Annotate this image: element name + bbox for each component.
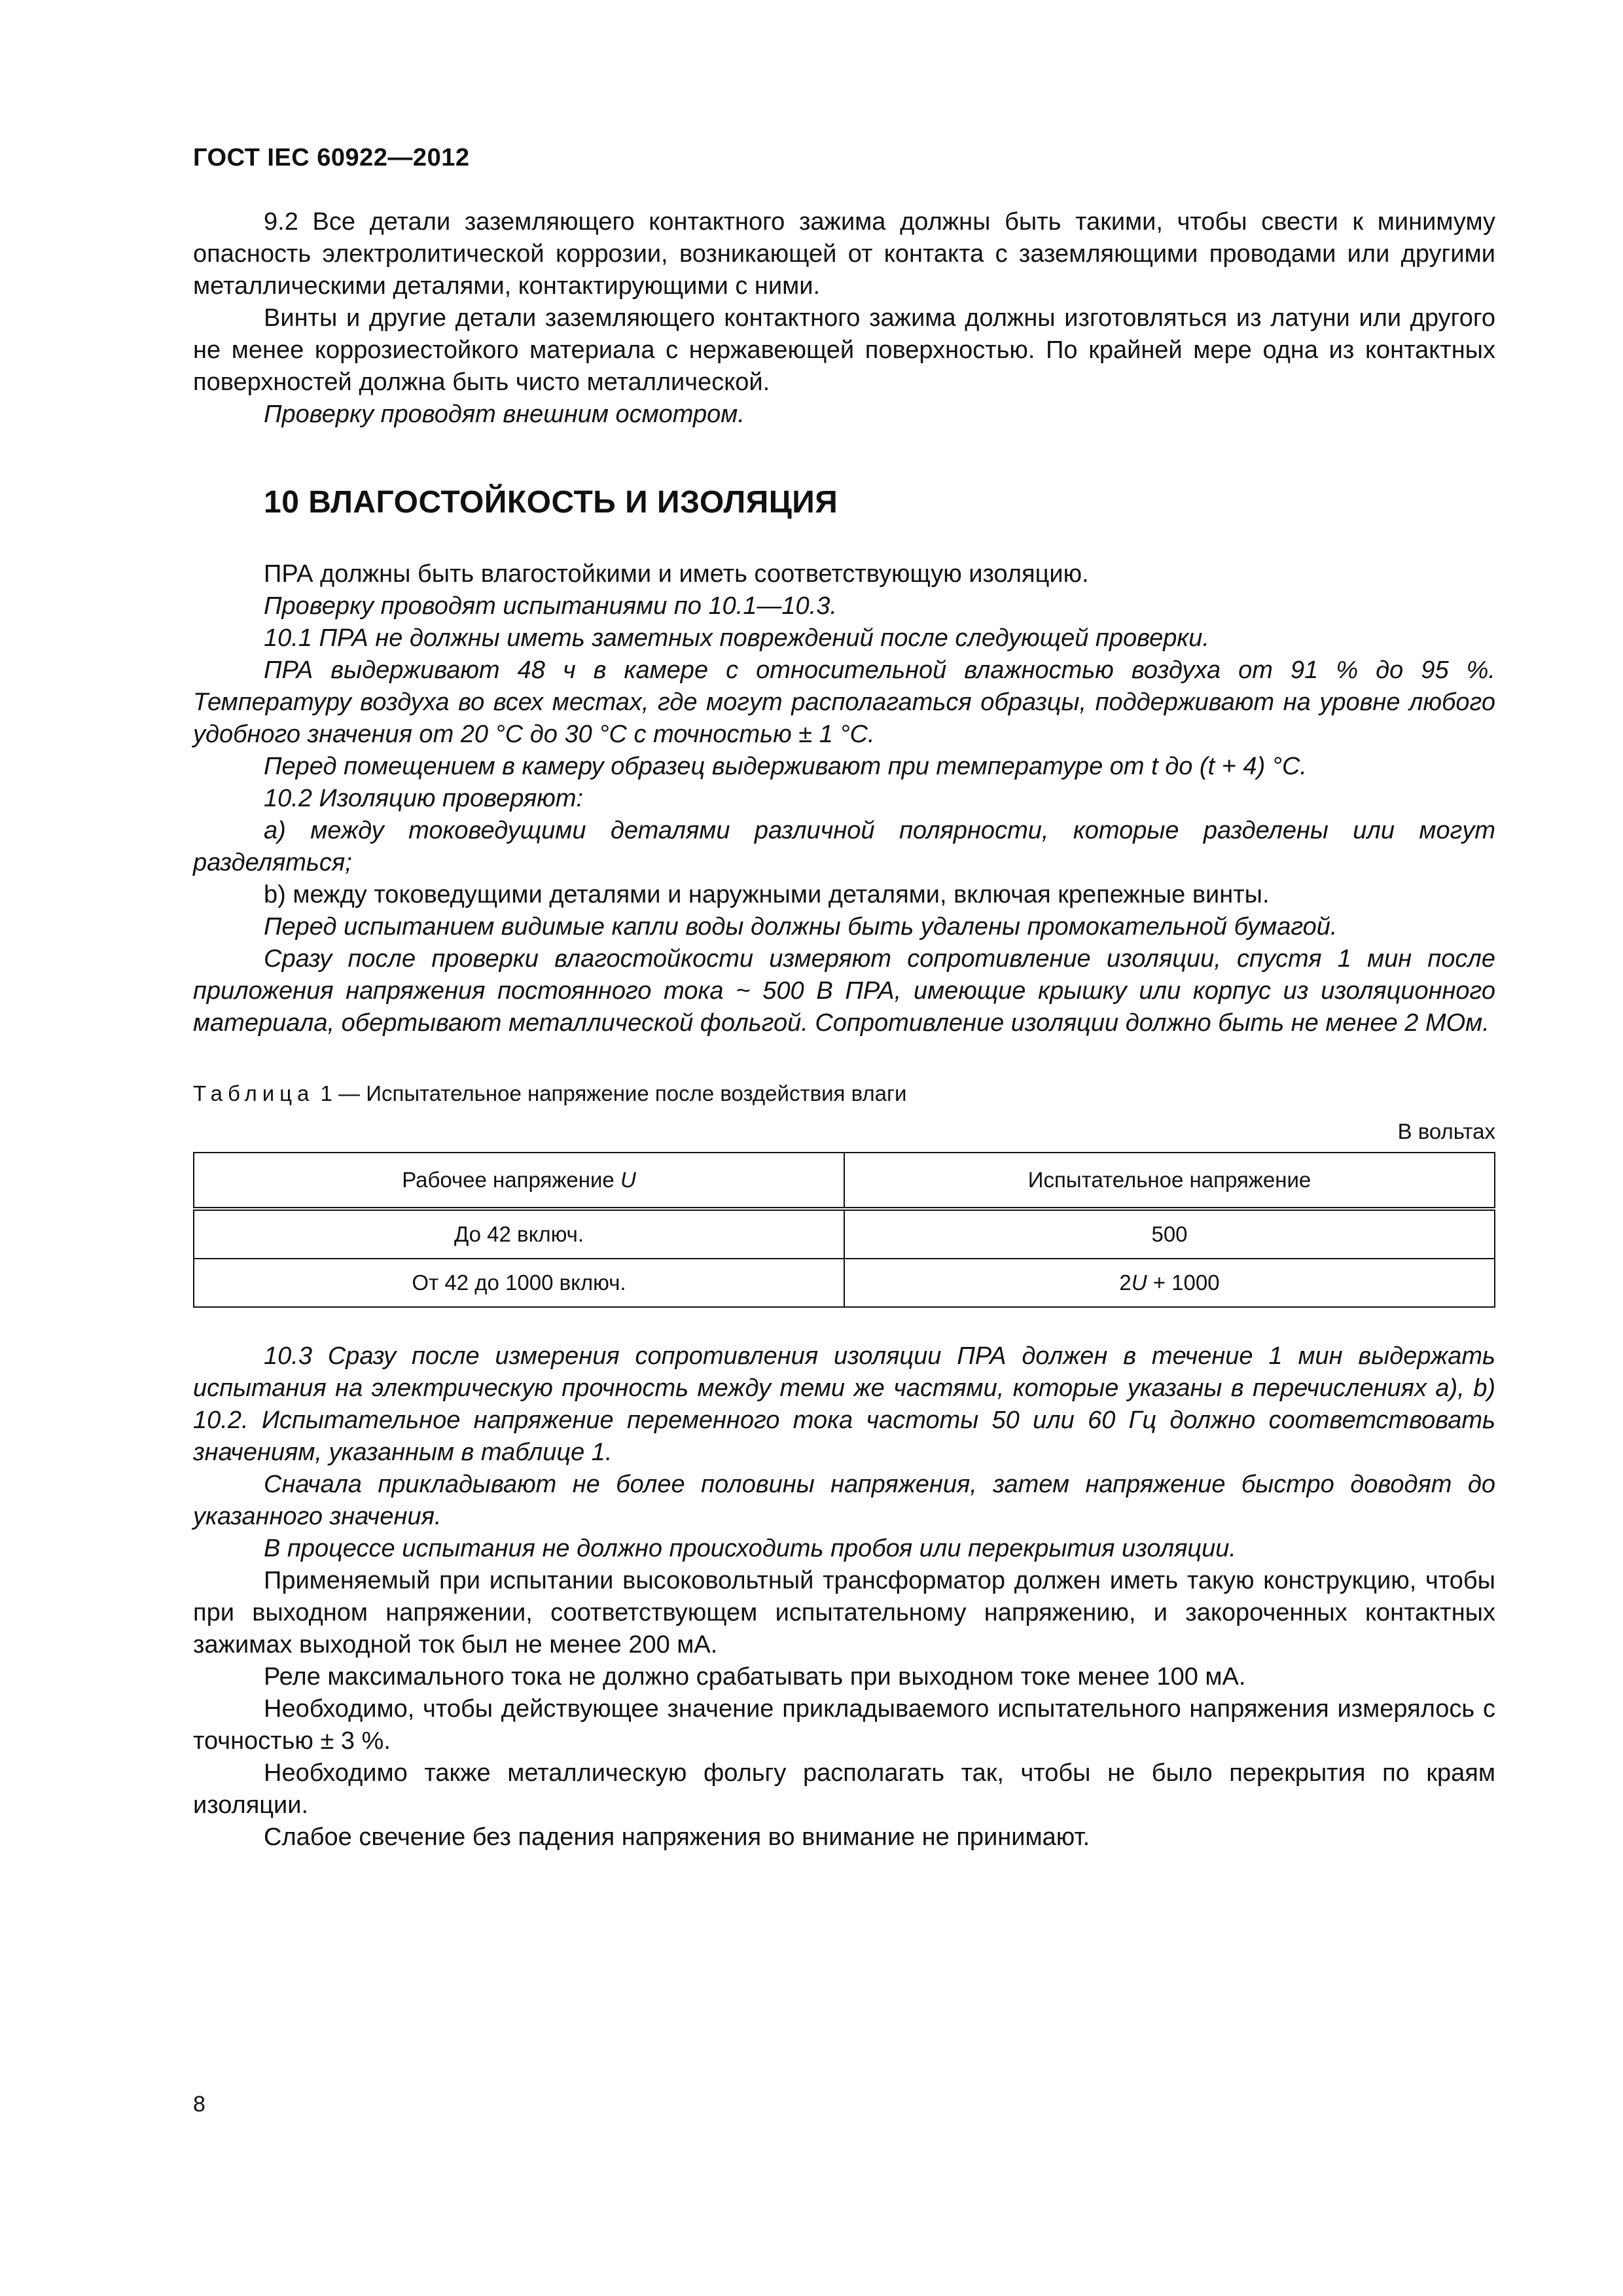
table-cell-test-voltage: 2U + 1000 [844, 1259, 1495, 1307]
table-caption-text: 1 — Испытательное напряжение после воздействия влаги [314, 1081, 907, 1105]
paragraph-transformer: Применяемый при испытании высоковольтный трансформатор должен иметь такую конструкцию, чтобы при выходном напряжении, соответствующем испытательному напряжению, и закороченных контактных зажимах выходной ток был не менее 200 мА. [193, 1567, 1495, 1659]
test-voltage-table [193, 1152, 1495, 1308]
paragraph-check-visual: Проверку проводят внешним осмотром. [264, 401, 745, 428]
table-unit: В вольтах [1397, 1119, 1495, 1143]
document-page [193, 144, 1495, 1854]
paragraph-screws: Винты и другие детали заземляющего контактного зажима должны изготовляться из латуни или другого не менее коррозиестойкого материала с нержавеющей поверхностью. По крайней мере одна из контактных поверхностей должна быть чисто металлической. [193, 304, 1495, 396]
paragraph-10-2: 10.2 Изоляцию проверяют: [264, 785, 584, 812]
column-header-working-voltage: Рабочее напряжение U [194, 1153, 844, 1209]
paragraph-10-3: 10.3 Сразу после измерения сопротивления изоляции ПРА должен в течение 1 мин выдержать испытания на электрическую прочность между теми же частями, которые указаны в перечислениях а), b) 10.2. Испытательное напряжение переменного тока частоты 50 или 60 Гц должно соответствовать значениям, указанным в таблице 1. [193, 1342, 1495, 1466]
paragraph-relay: Реле максимального тока не должно срабатывать при выходном токе менее 100 мА. [264, 1663, 1246, 1691]
table-row [194, 1209, 1495, 1259]
table-caption-label: Таблица [193, 1081, 315, 1105]
paragraph-9-2: 9.2 Все детали заземляющего контактного зажима должны быть такими, чтобы свести к минимуму опасность электролитической коррозии, возникающей от контакта с заземляющими проводами или другими металлическими деталями, контактирующими с ними. [193, 208, 1495, 300]
paragraph-foil: Необходимо также металлическую фольгу располагать так, чтобы не было перекрытия по краям изоляции. [193, 1759, 1495, 1819]
paragraph-humidity-chamber: ПРА выдерживают 48 ч в камере с относительной влажностью воздуха от 91 % до 95 %. Температуру воздуха во всех местах, где могут располагаться образцы, поддерживают на уровне любого удобного значения от 20 °С до 30 °С с точностью ± 1 °С. [193, 656, 1495, 748]
document-header: ГОСТ IEC 60922—2012 [193, 144, 470, 171]
paragraph-half-voltage: Сначала прикладывают не более половины напряжения, затем напряжение быстро доводят до указанного значения. [193, 1471, 1495, 1530]
table-cell-working-voltage: До 42 включ. [194, 1209, 844, 1259]
paragraph-no-breakdown: В процессе испытания не должно происходить пробоя или перекрытия изоляции. [264, 1535, 1236, 1562]
table-row [194, 1259, 1495, 1307]
paragraph-preconditioning: Перед помещением в камеру образец выдерживают при температуре от t до (t + 4) °С. [264, 753, 1307, 780]
paragraph-glow: Слабое свечение без падения напряжения во внимание не принимают. [264, 1823, 1090, 1851]
paragraph-insulation-resistance: Сразу после проверки влагостойкости измеряют сопротивление изоляции, спустя 1 мин после приложения напряжения постоянного тока ~ 500 В ПРА, имеющие крышку или корпус из изоляционного материала, обертывают металлической фольгой. Сопротивление изоляции должно быть не менее 2 МОм. [193, 945, 1495, 1037]
table-cell-test-voltage: 500 [844, 1209, 1495, 1259]
section-heading-10: 10 ВЛАГОСТОЙКОСТЬ И ИЗОЛЯЦИЯ [264, 485, 838, 520]
table-cell-working-voltage: От 42 до 1000 включ. [194, 1259, 844, 1307]
list-item-b: b) между токоведущими деталями и наружными деталями, включая крепежные винты. [264, 881, 1270, 908]
page-number: 8 [193, 2092, 205, 2117]
paragraph-moisture-intro: ПРА должны быть влагостойкими и иметь соответствующую изоляцию. [264, 560, 1089, 588]
column-header-test-voltage: Испытательное напряжение [844, 1153, 1495, 1209]
paragraph-accuracy: Необходимо, чтобы действующее значение прикладываемого испытательного напряжения измерялось с точностью ± 3 %. [193, 1695, 1495, 1755]
table-caption [193, 1079, 1495, 1109]
paragraph-check-tests: Проверку проводят испытаниями по 10.1—10.3. [264, 592, 837, 620]
paragraph-water-drops: Перед испытанием видимые капли воды должны быть удалены промокательной бумагой. [264, 913, 1338, 941]
list-item-a: а) между токоведущими деталями различной полярности, которые разделены или могут разделяться; [193, 817, 1495, 876]
paragraph-10-1: 10.1 ПРА не должны иметь заметных повреждений после следующей проверки. [264, 624, 1209, 652]
table-header-row [194, 1153, 1495, 1209]
